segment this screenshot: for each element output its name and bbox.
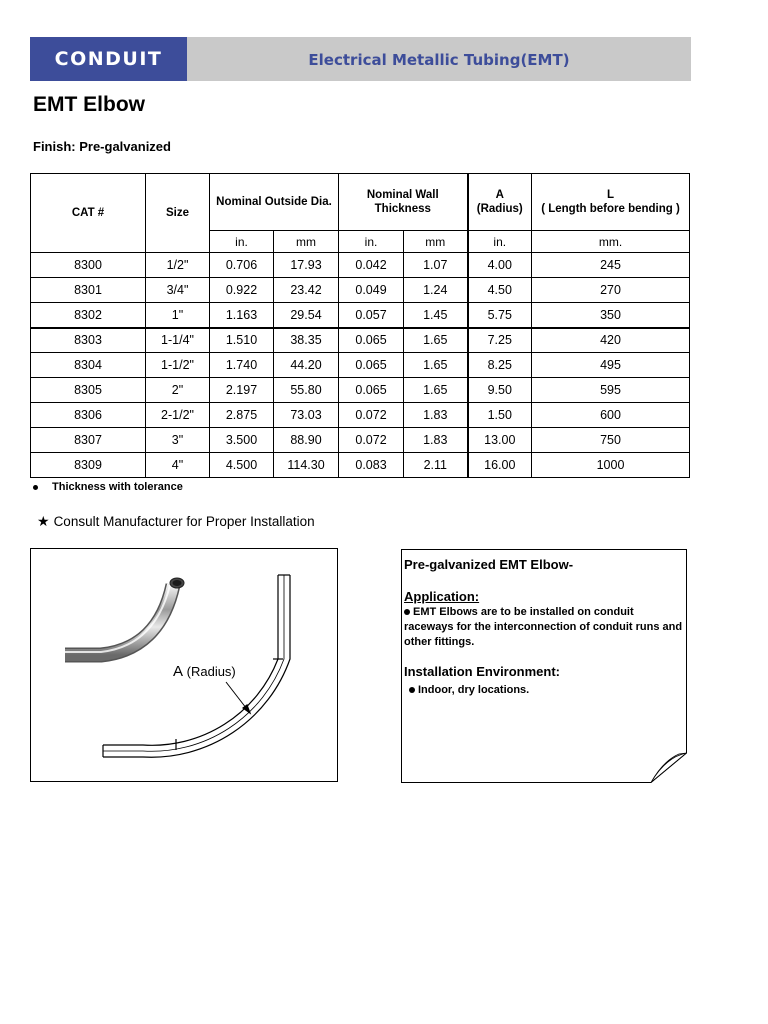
length-cell: 595 [532, 378, 690, 403]
unit-cell: mm [274, 231, 339, 253]
elbow-photo [65, 578, 184, 655]
radius-cell: 13.00 [468, 428, 532, 453]
cat-cell: 8305 [31, 378, 146, 403]
cat-cell: 8300 [31, 253, 146, 278]
info-box [401, 549, 687, 783]
wall-in-cell: 0.049 [339, 278, 404, 303]
radius-cell: 4.50 [468, 278, 532, 303]
length-cell: 245 [532, 253, 690, 278]
header-size: Size [146, 174, 210, 253]
info-content [404, 557, 684, 698]
od-in-cell: 1.163 [210, 303, 274, 328]
header-length [532, 174, 690, 231]
od-in-cell: 1.510 [210, 328, 274, 353]
radius-cell: 16.00 [468, 453, 532, 478]
cat-cell: 8309 [31, 453, 146, 478]
bullet-icon [404, 609, 410, 615]
application-paragraph [404, 605, 684, 650]
od-mm-cell: 29.54 [274, 303, 339, 328]
wall-in-cell: 0.057 [339, 303, 404, 328]
section-label: CONDUIT [30, 37, 187, 81]
cat-cell: 8307 [31, 428, 146, 453]
header-radius-line1: A [495, 189, 504, 201]
wall-in-cell: 0.065 [339, 353, 404, 378]
wall-in-cell: 0.072 [339, 428, 404, 453]
unit-cell: in. [339, 231, 404, 253]
cat-cell: 8306 [31, 403, 146, 428]
elbow-diagram [30, 548, 338, 782]
wall-in-cell: 0.072 [339, 403, 404, 428]
tolerance-note [33, 481, 183, 493]
spec-table [30, 173, 690, 478]
od-in-cell: 0.922 [210, 278, 274, 303]
size-cell: 2" [146, 378, 210, 403]
header-cat: CAT # [31, 174, 146, 253]
size-cell: 1/2" [146, 253, 210, 278]
radius-cell: 7.25 [468, 328, 532, 353]
od-in-cell: 3.500 [210, 428, 274, 453]
od-in-cell: 2.197 [210, 378, 274, 403]
unit-cell: in. [468, 231, 532, 253]
radius-cell: 9.50 [468, 378, 532, 403]
radius-text: (Radius) [186, 664, 236, 679]
radius-label [173, 663, 236, 680]
size-cell: 1-1/2" [146, 353, 210, 378]
wall-mm-cell: 1.24 [404, 278, 468, 303]
od-mm-cell: 114.30 [274, 453, 339, 478]
od-mm-cell: 23.42 [274, 278, 339, 303]
consult-note [37, 513, 315, 530]
size-cell: 1" [146, 303, 210, 328]
length-cell: 1000 [532, 453, 690, 478]
cat-cell: 8302 [31, 303, 146, 328]
cat-cell: 8303 [31, 328, 146, 353]
header-wall-line2: Thickness [374, 203, 431, 215]
unit-cell: mm [404, 231, 468, 253]
wall-mm-cell: 1.65 [404, 328, 468, 353]
consult-text: Consult Manufacturer for Proper Installation [53, 514, 315, 529]
length-cell: 270 [532, 278, 690, 303]
page-title: EMT Elbow [33, 93, 145, 116]
wall-in-cell: 0.042 [339, 253, 404, 278]
info-title: Pre-galvanized EMT Elbow- [404, 557, 574, 572]
radius-cell: 4.00 [468, 253, 532, 278]
size-cell: 4" [146, 453, 210, 478]
unit-cell: mm. [532, 231, 690, 253]
header-radius-line2: (Radius) [476, 203, 523, 215]
table-row [31, 303, 690, 328]
table-row [31, 378, 690, 403]
environment-heading: Installation Environment: [404, 664, 561, 679]
od-in-cell: 0.706 [210, 253, 274, 278]
length-cell: 600 [532, 403, 690, 428]
wall-mm-cell: 1.65 [404, 353, 468, 378]
environment-text: Indoor, dry locations. [418, 684, 530, 696]
table-row [31, 328, 690, 353]
od-mm-cell: 88.90 [274, 428, 339, 453]
header-radius [468, 174, 532, 231]
header-banner [30, 37, 691, 81]
application-heading: Application: [404, 589, 480, 604]
wall-mm-cell: 1.65 [404, 378, 468, 403]
length-cell: 420 [532, 328, 690, 353]
table-row [31, 428, 690, 453]
length-cell: 495 [532, 353, 690, 378]
table-row [31, 253, 690, 278]
finish-label: Finish: Pre-galvanized [33, 139, 171, 154]
wall-mm-cell: 2.11 [404, 453, 468, 478]
table-row [31, 353, 690, 378]
unit-cell: in. [210, 231, 274, 253]
table-row [31, 278, 690, 303]
radius-cell: 8.25 [468, 353, 532, 378]
wall-mm-cell: 1.45 [404, 303, 468, 328]
wall-mm-cell: 1.07 [404, 253, 468, 278]
bullet-icon [33, 485, 38, 490]
size-cell: 3/4" [146, 278, 210, 303]
cat-cell: 8301 [31, 278, 146, 303]
wall-mm-cell: 1.83 [404, 403, 468, 428]
star-icon: ★ [37, 513, 50, 529]
cat-cell: 8304 [31, 353, 146, 378]
od-mm-cell: 38.35 [274, 328, 339, 353]
header-length-line1: L [607, 189, 615, 201]
table-row [31, 403, 690, 428]
size-cell: 2-1/2" [146, 403, 210, 428]
header-wall-thickness [339, 174, 468, 231]
table-row [31, 453, 690, 478]
bullet-icon [409, 687, 415, 693]
application-text: EMT Elbows are to be installed on conduit raceways for the interconnection of conduit runs and other fittings. [404, 606, 683, 648]
environment-paragraph [404, 683, 684, 698]
tolerance-text: Thickness with tolerance [52, 481, 183, 493]
od-in-cell: 4.500 [210, 453, 274, 478]
length-cell: 750 [532, 428, 690, 453]
wall-in-cell: 0.083 [339, 453, 404, 478]
header-length-line2: ( Length before bending ) [541, 203, 680, 215]
radius-cell: 1.50 [468, 403, 532, 428]
size-cell: 3" [146, 428, 210, 453]
od-mm-cell: 73.03 [274, 403, 339, 428]
od-in-cell: 2.875 [210, 403, 274, 428]
od-in-cell: 1.740 [210, 353, 274, 378]
od-mm-cell: 17.93 [274, 253, 339, 278]
wall-mm-cell: 1.83 [404, 428, 468, 453]
banner-subtitle: Electrical Metallic Tubing(EMT) [308, 51, 570, 69]
length-cell: 350 [532, 303, 690, 328]
radius-letter: A [173, 663, 184, 680]
size-cell: 1-1/4" [146, 328, 210, 353]
wall-in-cell: 0.065 [339, 328, 404, 353]
radius-cell: 5.75 [468, 303, 532, 328]
header-wall-line1: Nominal Wall [366, 189, 439, 201]
od-mm-cell: 55.80 [274, 378, 339, 403]
header-outside-dia: Nominal Outside Dia. [210, 174, 339, 231]
od-mm-cell: 44.20 [274, 353, 339, 378]
wall-in-cell: 0.065 [339, 378, 404, 403]
